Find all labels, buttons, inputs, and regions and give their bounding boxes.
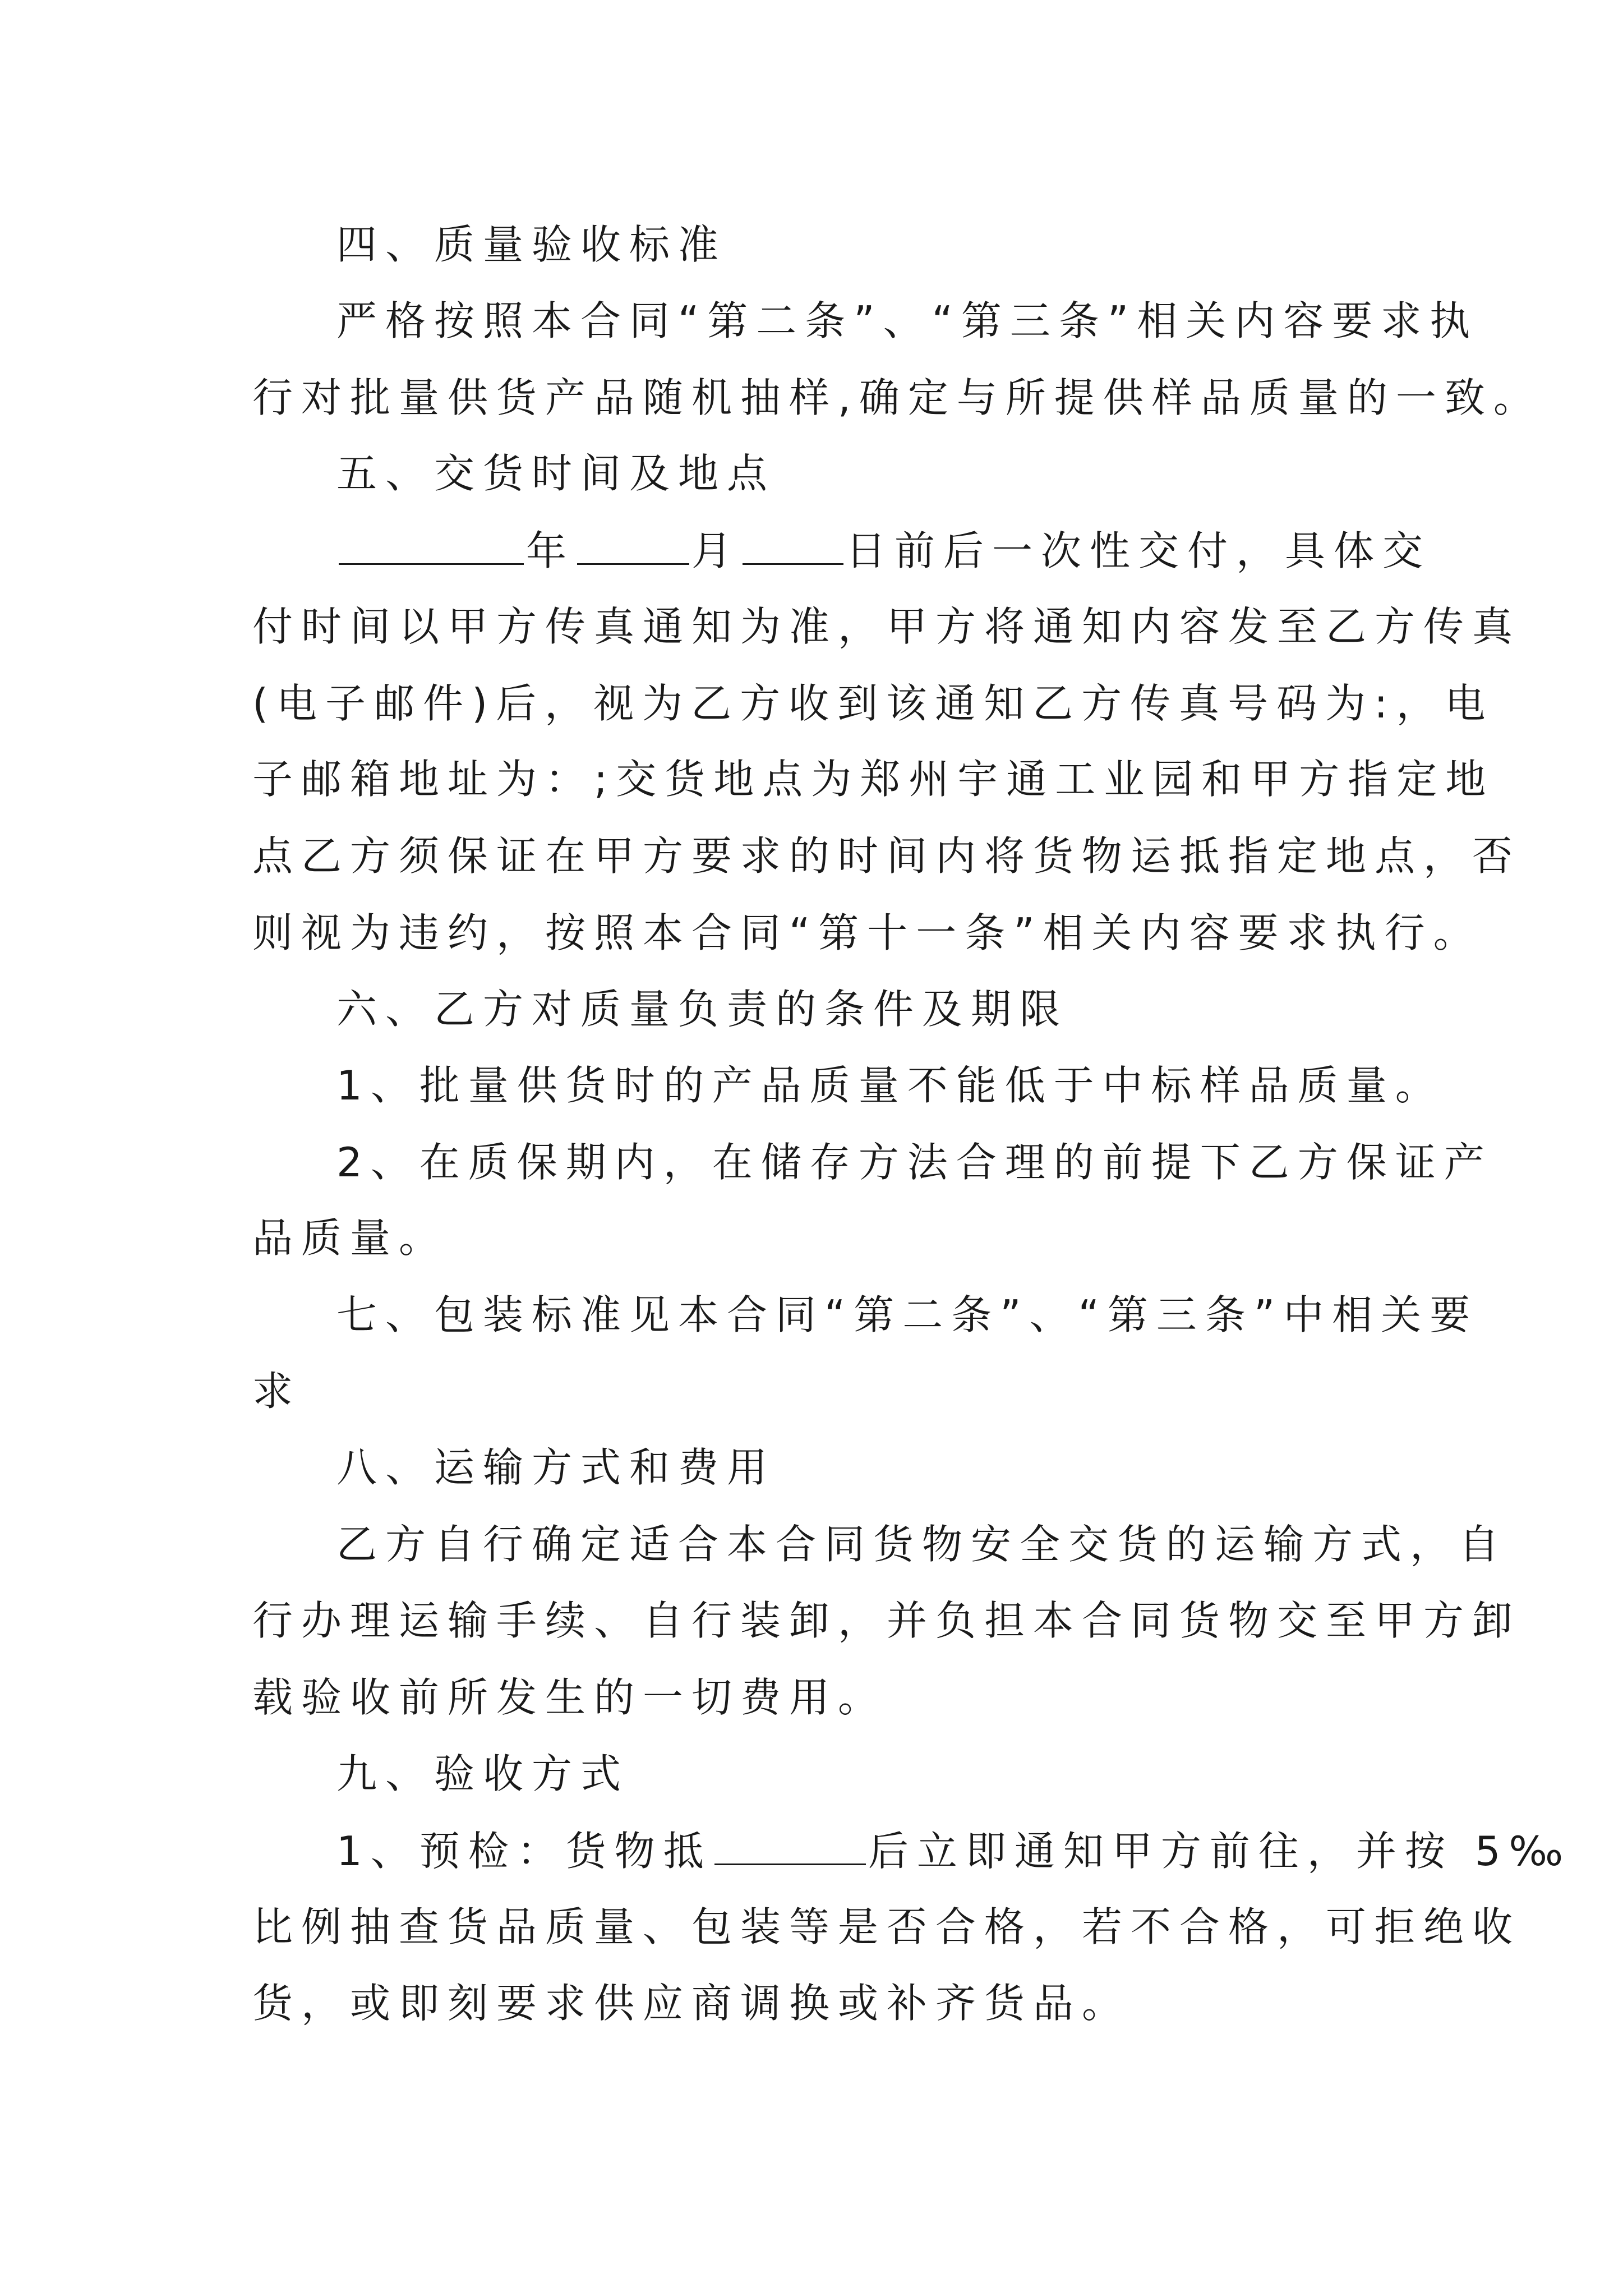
- paragraph-line: 品质量。: [252, 1214, 448, 1262]
- heading-transport-cost: 八、运输方式和费用: [336, 1444, 776, 1491]
- heading-delivery-time-place: 五、交货时间及地点: [336, 450, 776, 497]
- paragraph-line: 行办理运输手续、自行装卸，并负担本合同货物交至甲方卸: [252, 1597, 1521, 1644]
- paragraph-line: 求: [252, 1368, 302, 1415]
- paragraph-line: 严格按照本合同“第二条”、“第三条”相关内容要求执: [336, 297, 1479, 344]
- paragraph-line: 乙方自行确定适合本合同货物安全交货的运输方式，自: [336, 1521, 1508, 1568]
- heading-acceptance-method: 九、验收方式: [336, 1750, 630, 1797]
- paragraph-line: 载验收前所发生的一切费用。: [252, 1674, 887, 1721]
- heading-quality-acceptance: 四、质量验收标准: [336, 221, 727, 268]
- list-item: 1、批量供货时的产品质量不能低于中标样品质量。: [336, 1062, 1444, 1109]
- day-text: 日前后一次性交付，具体交: [846, 527, 1432, 574]
- year-blank: [339, 530, 524, 565]
- delivery-date-line: [336, 527, 1432, 574]
- pre-inspection-line: [336, 1828, 1572, 1875]
- paragraph-line: 比例抽查货品质量、包装等是否合格，若不合格，可拒绝收: [252, 1903, 1521, 1950]
- year-label: 年: [526, 527, 575, 574]
- paragraph-line: 子邮箱地址为：;交货地点为郑州宇通工业园和甲方指定地: [252, 756, 1495, 803]
- pre-inspection-after: 后立即通知甲方前往，并按 5‰: [868, 1828, 1572, 1875]
- month-label: 月: [691, 527, 741, 574]
- day-blank: [743, 530, 843, 565]
- paragraph-line: 则视为违约，按照本合同“第十一条”相关内容要求执行。: [252, 909, 1482, 956]
- paragraph-line: 付时间以甲方传真通知为准，甲方将通知内容发至乙方传真: [252, 603, 1521, 650]
- paragraph-line: 行对批量供货产品随机抽样,确定与所提供样品质量的一致。: [252, 374, 1542, 421]
- list-item: 2、在质保期内，在储存方法合理的前提下乙方保证产: [336, 1139, 1493, 1186]
- heading-packaging-standard: 七、包装标准见本合同“第二条”、“第三条”中相关要: [336, 1291, 1479, 1338]
- paragraph-line: (电子邮件)后，视为乙方收到该通知乙方传真号码为:，电: [252, 680, 1494, 727]
- paragraph-line: 货，或即刻要求供应商调换或补齐货品。: [252, 1980, 1131, 2027]
- heading-quality-responsibility: 六、乙方对质量负责的条件及期限: [336, 986, 1069, 1033]
- month-blank: [577, 530, 689, 565]
- paragraph-line: 点乙方须保证在甲方要求的时间内将货物运抵指定地点，否: [252, 832, 1521, 880]
- pre-inspection-before: 1、预检：货物抵: [336, 1828, 712, 1875]
- arrival-blank: [714, 1830, 866, 1865]
